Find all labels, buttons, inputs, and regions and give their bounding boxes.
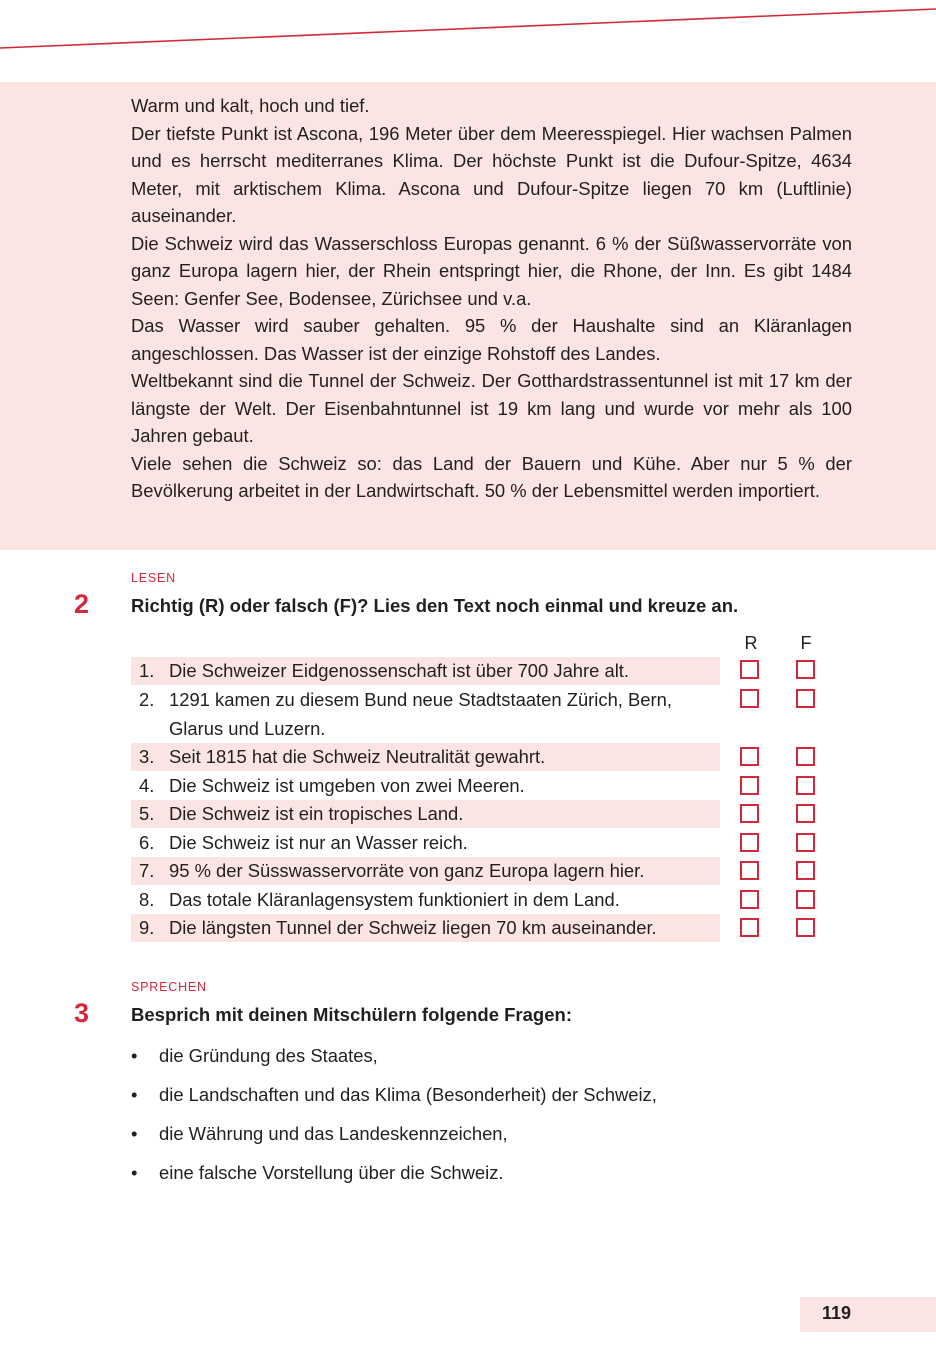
- checkbox-richtig[interactable]: [740, 689, 759, 708]
- checkbox-falsch[interactable]: [796, 660, 815, 679]
- statement-row: [131, 914, 831, 942]
- column-header-richtig: R: [744, 633, 758, 653]
- reading-text: [131, 92, 852, 505]
- reading-paragraph: Der tiefste Punkt ist Ascona, 196 Meter über dem Meeresspiegel. Hier wachsen Palmen und es herrscht mediterranes Klima. Der höchste Punkt ist die Dufour-Spitze, 4634 Meter, mit arktischem Klima. Ascona und Dufour-Spitze liegen 70 km (Luftlinie) auseinander.: [131, 122, 852, 226]
- statement-text: Die Schweiz ist ein tropisches Land.: [169, 803, 464, 824]
- statement-text: 95 % der Süsswasservorräte von ganz Europa lagern hier.: [169, 860, 645, 881]
- header-rule: [0, 0, 936, 60]
- statement-row: [131, 772, 831, 800]
- page-number-box: [800, 1297, 936, 1332]
- reading-paragraph: Warm und kalt, hoch und tief.: [131, 95, 370, 116]
- page-number: 119: [822, 1303, 852, 1323]
- checkbox-richtig[interactable]: [740, 747, 759, 766]
- statement-number: 5.: [139, 803, 155, 824]
- bullet-icon: •: [131, 1162, 138, 1183]
- checkbox-falsch[interactable]: [796, 747, 815, 766]
- checkbox-falsch[interactable]: [796, 918, 815, 937]
- checkbox-falsch[interactable]: [796, 861, 815, 880]
- reading-paragraph: Die Schweiz wird das Wasserschloss Europas genannt. 6 % der Süßwasservorräte von ganz Europa lagern hier, der Rhein entspringt hier, die Rhone, der Inn. Es gibt 1484 Seen: Genfer See, Bodensee, Zürichsee und v.a.: [131, 232, 852, 309]
- list-item-text: eine falsche Vorstellung über die Schweiz.: [159, 1162, 504, 1183]
- statement-row: [131, 800, 831, 828]
- checkbox-richtig[interactable]: [740, 776, 759, 795]
- statement-number: 7.: [139, 860, 155, 881]
- statement-number: 6.: [139, 832, 155, 853]
- statement-row: [131, 857, 831, 885]
- statement-row: [131, 886, 831, 914]
- statement-text: Die Schweiz ist nur an Wasser reich.: [169, 832, 468, 853]
- checkbox-richtig[interactable]: [740, 804, 759, 823]
- checkbox-richtig[interactable]: [740, 890, 759, 909]
- checkbox-falsch[interactable]: [796, 804, 815, 823]
- list-item-text: die Landschaften und das Klima (Besonderheit) der Schweiz,: [159, 1084, 657, 1105]
- checkbox-falsch[interactable]: [796, 776, 815, 795]
- statement-text: Die Schweizer Eidgenossenschaft ist über 700 Jahre alt.: [169, 660, 630, 681]
- exercise-2-skill-label: LESEN: [131, 571, 176, 585]
- statement-number: 8.: [139, 889, 155, 910]
- statement-number: 9.: [139, 917, 155, 938]
- statement-number: 4.: [139, 775, 155, 796]
- checkbox-falsch[interactable]: [796, 833, 815, 852]
- statement-text: 1291 kamen zu diesem Bund neue Stadtstaaten Zürich, Bern, Glarus und Luzern.: [169, 689, 672, 739]
- checkbox-falsch[interactable]: [796, 689, 815, 708]
- checkbox-richtig[interactable]: [740, 660, 759, 679]
- statement-row: [131, 743, 831, 771]
- statement-number: 1.: [139, 660, 155, 681]
- list-item-text: die Gründung des Staates,: [159, 1045, 378, 1066]
- exercise-3-skill-label: SPRECHEN: [131, 980, 207, 994]
- list-item-text: die Währung und das Landeskennzeichen,: [159, 1123, 508, 1144]
- bullet-icon: •: [131, 1045, 138, 1066]
- checkbox-richtig[interactable]: [740, 918, 759, 937]
- statement-row: [131, 686, 831, 743]
- statement-text: Seit 1815 hat die Schweiz Neutralität gewahrt.: [169, 746, 546, 767]
- statement-text: Die Schweiz ist umgeben von zwei Meeren.: [169, 775, 525, 796]
- reading-paragraph: Das Wasser wird sauber gehalten. 95 % der Haushalte sind an Kläranlagen angeschlossen. Das Wasser ist der einzige Rohstoff des Landes.: [131, 315, 852, 364]
- statement-row: [131, 657, 831, 685]
- statement-number: 2.: [139, 689, 155, 710]
- reading-paragraph: Viele sehen die Schweiz so: das Land der Bauern und Kühe. Aber nur 5 % der Bevölkerung arbeitet in der Landwirtschaft. 50 % der Lebensmittel werden importiert.: [131, 452, 852, 501]
- checkbox-falsch[interactable]: [796, 890, 815, 909]
- statement-text: Die längsten Tunnel der Schweiz liegen 70 km auseinander.: [169, 917, 657, 938]
- statement-row: [131, 829, 831, 857]
- statement-text: Das totale Kläranlagensystem funktioniert in dem Land.: [169, 889, 620, 910]
- bullet-icon: •: [131, 1123, 138, 1144]
- statement-number: 3.: [139, 746, 155, 767]
- reading-paragraph: Weltbekannt sind die Tunnel der Schweiz. Der Gotthardstrassentunnel ist mit 17 km der längste der Welt. Der Eisenbahntunnel ist 19 km lang und wurde vor mehr als 100 Jahren gebaut.: [131, 370, 852, 446]
- bullet-icon: •: [131, 1084, 138, 1105]
- checkbox-richtig[interactable]: [740, 861, 759, 880]
- exercise-3-number: 3: [74, 998, 90, 1028]
- exercise-3-instruction: Besprich mit deinen Mitschülern folgende Fragen:: [131, 1004, 572, 1025]
- column-header-falsch: F: [800, 633, 812, 653]
- exercise-2-instruction: Richtig (R) oder falsch (F)? Lies den Text noch einmal und kreuze an.: [131, 595, 739, 616]
- checkbox-richtig[interactable]: [740, 833, 759, 852]
- exercise-2-number: 2: [74, 589, 90, 619]
